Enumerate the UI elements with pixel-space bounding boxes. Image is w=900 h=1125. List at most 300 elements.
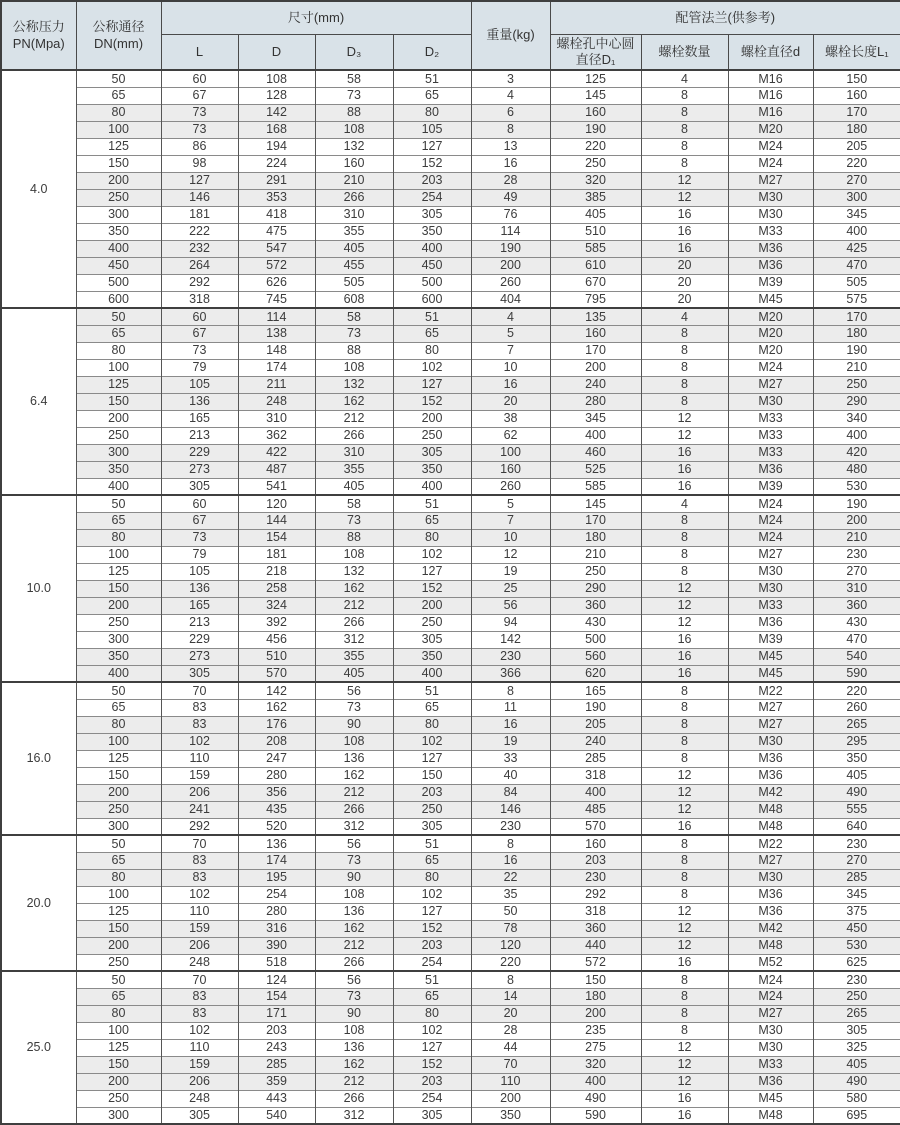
table-row (1, 240, 900, 257)
cell-weight_kg: 78 (471, 920, 550, 937)
cell-bolt_length_L1: 425 (813, 240, 900, 257)
cell-D2: 102 (393, 359, 471, 376)
cell-L: 110 (161, 1039, 238, 1056)
cell-D: 487 (238, 461, 315, 478)
table-row (1, 1073, 900, 1090)
cell-D: 138 (238, 325, 315, 342)
table-row (1, 427, 900, 444)
cell-D2: 203 (393, 172, 471, 189)
cell-D3: 310 (315, 444, 393, 461)
cell-D: 243 (238, 1039, 315, 1056)
cell-bolt_diameter_d: M36 (728, 750, 813, 767)
cell-D2: 80 (393, 1005, 471, 1022)
pressure-group-cell: 25.0 (1, 971, 76, 1124)
cell-bolt_count: 12 (641, 1039, 728, 1056)
cell-weight_kg: 8 (471, 971, 550, 988)
cell-bolt_length_L1: 200 (813, 512, 900, 529)
cell-D1: 180 (550, 529, 641, 546)
cell-weight_kg: 76 (471, 206, 550, 223)
cell-D2: 65 (393, 87, 471, 104)
cell-D1: 590 (550, 1107, 641, 1124)
cell-D3: 266 (315, 427, 393, 444)
cell-D1: 250 (550, 155, 641, 172)
cell-bolt_diameter_d: M36 (728, 461, 813, 478)
cell-bolt_length_L1: 505 (813, 274, 900, 291)
cell-D3: 73 (315, 988, 393, 1005)
cell-D2: 105 (393, 121, 471, 138)
cell-D1: 510 (550, 223, 641, 240)
cell-D1: 610 (550, 257, 641, 274)
cell-D1: 170 (550, 512, 641, 529)
cell-D1: 460 (550, 444, 641, 461)
cell-bolt_diameter_d: M33 (728, 597, 813, 614)
header-size-D2: D₂ (393, 34, 471, 70)
cell-D: 211 (238, 376, 315, 393)
cell-bolt_count: 8 (641, 869, 728, 886)
cell-bolt_count: 8 (641, 750, 728, 767)
cell-weight_kg: 404 (471, 291, 550, 308)
cell-bolt_count: 12 (641, 172, 728, 189)
cell-bolt_count: 12 (641, 920, 728, 937)
cell-DN: 300 (76, 631, 161, 648)
cell-weight_kg: 114 (471, 223, 550, 240)
cell-D2: 152 (393, 1056, 471, 1073)
cell-D: 362 (238, 427, 315, 444)
cell-weight_kg: 49 (471, 189, 550, 206)
table-row (1, 546, 900, 563)
table-row (1, 291, 900, 308)
cell-bolt_count: 12 (641, 937, 728, 954)
cell-bolt_length_L1: 350 (813, 750, 900, 767)
cell-bolt_length_L1: 640 (813, 818, 900, 835)
table-row (1, 852, 900, 869)
cell-D3: 312 (315, 631, 393, 648)
cell-weight_kg: 220 (471, 954, 550, 971)
cell-D: 174 (238, 852, 315, 869)
cell-bolt_diameter_d: M24 (728, 512, 813, 529)
cell-weight_kg: 13 (471, 138, 550, 155)
cell-weight_kg: 5 (471, 325, 550, 342)
cell-bolt_count: 12 (641, 580, 728, 597)
cell-D3: 136 (315, 750, 393, 767)
cell-DN: 125 (76, 563, 161, 580)
cell-D: 128 (238, 87, 315, 104)
cell-DN: 400 (76, 665, 161, 682)
cell-bolt_diameter_d: M33 (728, 223, 813, 240)
cell-D2: 127 (393, 138, 471, 155)
cell-DN: 250 (76, 427, 161, 444)
cell-DN: 300 (76, 444, 161, 461)
cell-bolt_length_L1: 430 (813, 614, 900, 631)
cell-D1: 360 (550, 920, 641, 937)
header-weight: 重量(kg) (471, 1, 550, 70)
cell-weight_kg: 10 (471, 529, 550, 546)
cell-weight_kg: 350 (471, 1107, 550, 1124)
table-row (1, 1107, 900, 1124)
cell-D1: 235 (550, 1022, 641, 1039)
table-row (1, 699, 900, 716)
cell-L: 60 (161, 308, 238, 325)
cell-D3: 212 (315, 784, 393, 801)
table-row (1, 138, 900, 155)
cell-bolt_length_L1: 210 (813, 529, 900, 546)
cell-D: 194 (238, 138, 315, 155)
cell-bolt_length_L1: 290 (813, 393, 900, 410)
cell-D2: 65 (393, 512, 471, 529)
cell-D2: 500 (393, 274, 471, 291)
cell-bolt_diameter_d: M20 (728, 325, 813, 342)
table-row (1, 189, 900, 206)
cell-weight_kg: 3 (471, 70, 550, 87)
cell-D1: 795 (550, 291, 641, 308)
cell-bolt_diameter_d: M52 (728, 954, 813, 971)
cell-bolt_diameter_d: M30 (728, 206, 813, 223)
cell-weight_kg: 16 (471, 155, 550, 172)
cell-bolt_count: 12 (641, 410, 728, 427)
cell-D2: 250 (393, 427, 471, 444)
cell-L: 159 (161, 1056, 238, 1073)
cell-D1: 200 (550, 1005, 641, 1022)
cell-DN: 200 (76, 172, 161, 189)
cell-bolt_length_L1: 230 (813, 546, 900, 563)
cell-weight_kg: 25 (471, 580, 550, 597)
cell-D: 224 (238, 155, 315, 172)
cell-D1: 400 (550, 427, 641, 444)
table-row (1, 818, 900, 835)
cell-bolt_diameter_d: M20 (728, 342, 813, 359)
cell-DN: 150 (76, 580, 161, 597)
cell-bolt_count: 8 (641, 988, 728, 1005)
cell-DN: 100 (76, 1022, 161, 1039)
cell-weight_kg: 94 (471, 614, 550, 631)
cell-bolt_diameter_d: M45 (728, 291, 813, 308)
table-row (1, 461, 900, 478)
cell-bolt_length_L1: 480 (813, 461, 900, 478)
cell-D: 218 (238, 563, 315, 580)
cell-bolt_diameter_d: M42 (728, 920, 813, 937)
cell-DN: 50 (76, 971, 161, 988)
cell-D2: 80 (393, 529, 471, 546)
cell-D1: 585 (550, 478, 641, 495)
cell-bolt_count: 12 (641, 597, 728, 614)
cell-L: 292 (161, 818, 238, 835)
cell-D: 108 (238, 70, 315, 87)
cell-bolt_count: 8 (641, 512, 728, 529)
cell-L: 248 (161, 954, 238, 971)
cell-bolt_length_L1: 170 (813, 308, 900, 325)
cell-bolt_diameter_d: M16 (728, 104, 813, 121)
cell-weight_kg: 160 (471, 461, 550, 478)
cell-D1: 200 (550, 359, 641, 376)
cell-D3: 162 (315, 920, 393, 937)
cell-bolt_length_L1: 695 (813, 1107, 900, 1124)
cell-D2: 127 (393, 750, 471, 767)
cell-D3: 88 (315, 342, 393, 359)
cell-DN: 100 (76, 546, 161, 563)
table-row (1, 886, 900, 903)
cell-L: 60 (161, 495, 238, 512)
cell-bolt_diameter_d: M27 (728, 716, 813, 733)
cell-bolt_length_L1: 300 (813, 189, 900, 206)
cell-D3: 90 (315, 1005, 393, 1022)
table-row (1, 121, 900, 138)
cell-D3: 355 (315, 223, 393, 240)
cell-D2: 102 (393, 1022, 471, 1039)
cell-weight_kg: 142 (471, 631, 550, 648)
cell-weight_kg: 260 (471, 478, 550, 495)
cell-DN: 200 (76, 784, 161, 801)
cell-bolt_count: 12 (641, 427, 728, 444)
cell-D1: 205 (550, 716, 641, 733)
cell-D2: 350 (393, 223, 471, 240)
cell-D3: 108 (315, 733, 393, 750)
cell-L: 181 (161, 206, 238, 223)
cell-DN: 350 (76, 223, 161, 240)
cell-DN: 50 (76, 495, 161, 512)
cell-D2: 127 (393, 1039, 471, 1056)
cell-bolt_length_L1: 230 (813, 971, 900, 988)
header-nominal-pressure-line1: 公称压力 (12, 19, 65, 35)
cell-bolt_diameter_d: M24 (728, 988, 813, 1005)
cell-D1: 275 (550, 1039, 641, 1056)
cell-weight_kg: 28 (471, 172, 550, 189)
pressure-group-cell: 20.0 (1, 835, 76, 971)
cell-bolt_diameter_d: M27 (728, 699, 813, 716)
cell-DN: 125 (76, 1039, 161, 1056)
cell-bolt_count: 12 (641, 614, 728, 631)
cell-bolt_diameter_d: M33 (728, 1056, 813, 1073)
cell-bolt_length_L1: 490 (813, 1073, 900, 1090)
cell-D1: 285 (550, 750, 641, 767)
cell-D: 518 (238, 954, 315, 971)
cell-bolt_length_L1: 400 (813, 223, 900, 240)
cell-weight_kg: 260 (471, 274, 550, 291)
table-row (1, 1090, 900, 1107)
cell-bolt_diameter_d: M42 (728, 784, 813, 801)
cell-L: 105 (161, 376, 238, 393)
cell-bolt_length_L1: 375 (813, 903, 900, 920)
cell-weight_kg: 16 (471, 376, 550, 393)
cell-D1: 405 (550, 206, 641, 223)
cell-bolt_length_L1: 190 (813, 495, 900, 512)
cell-D: 248 (238, 393, 315, 410)
cell-bolt_count: 8 (641, 852, 728, 869)
cell-bolt_length_L1: 260 (813, 699, 900, 716)
cell-D: 162 (238, 699, 315, 716)
cell-D1: 125 (550, 70, 641, 87)
cell-L: 318 (161, 291, 238, 308)
cell-D1: 345 (550, 410, 641, 427)
cell-D1: 180 (550, 988, 641, 1005)
cell-D2: 203 (393, 1073, 471, 1090)
table-row (1, 631, 900, 648)
cell-bolt_diameter_d: M39 (728, 631, 813, 648)
cell-weight_kg: 7 (471, 342, 550, 359)
cell-DN: 125 (76, 750, 161, 767)
cell-DN: 65 (76, 852, 161, 869)
header-size-L: L (161, 34, 238, 70)
cell-weight_kg: 84 (471, 784, 550, 801)
cell-D: 176 (238, 716, 315, 733)
table-row (1, 920, 900, 937)
table-row (1, 767, 900, 784)
cell-L: 136 (161, 393, 238, 410)
cell-bolt_count: 16 (641, 954, 728, 971)
cell-D2: 200 (393, 410, 471, 427)
cell-D: 745 (238, 291, 315, 308)
cell-D1: 240 (550, 376, 641, 393)
cell-D3: 88 (315, 104, 393, 121)
cell-bolt_count: 8 (641, 699, 728, 716)
cell-D3: 405 (315, 478, 393, 495)
cell-bolt_length_L1: 625 (813, 954, 900, 971)
cell-D: 120 (238, 495, 315, 512)
cell-bolt_length_L1: 360 (813, 597, 900, 614)
cell-bolt_diameter_d: M16 (728, 70, 813, 87)
cell-L: 102 (161, 733, 238, 750)
cell-D: 520 (238, 818, 315, 835)
cell-D1: 585 (550, 240, 641, 257)
cell-weight_kg: 38 (471, 410, 550, 427)
cell-L: 98 (161, 155, 238, 172)
table-row (1, 512, 900, 529)
cell-bolt_count: 8 (641, 138, 728, 155)
cell-D3: 58 (315, 70, 393, 87)
cell-bolt_length_L1: 270 (813, 563, 900, 580)
cell-bolt_diameter_d: M24 (728, 971, 813, 988)
cell-D3: 312 (315, 1107, 393, 1124)
cell-L: 83 (161, 852, 238, 869)
cell-weight_kg: 20 (471, 393, 550, 410)
cell-D2: 80 (393, 342, 471, 359)
cell-D3: 162 (315, 580, 393, 597)
pressure-group-cell: 10.0 (1, 495, 76, 682)
cell-bolt_length_L1: 205 (813, 138, 900, 155)
cell-D2: 65 (393, 699, 471, 716)
cell-bolt_count: 8 (641, 1005, 728, 1022)
cell-bolt_diameter_d: M48 (728, 1107, 813, 1124)
cell-weight_kg: 14 (471, 988, 550, 1005)
cell-D2: 80 (393, 869, 471, 886)
table-row (1, 801, 900, 818)
header-size-D3: D₃ (315, 34, 393, 70)
table-row (1, 529, 900, 546)
cell-bolt_count: 12 (641, 1073, 728, 1090)
cell-D3: 73 (315, 852, 393, 869)
cell-D2: 450 (393, 257, 471, 274)
cell-D2: 65 (393, 852, 471, 869)
cell-D1: 485 (550, 801, 641, 818)
table-row (1, 784, 900, 801)
header-bolt-diameter: 螺栓直径d (728, 34, 813, 70)
cell-bolt_length_L1: 555 (813, 801, 900, 818)
cell-bolt_count: 16 (641, 648, 728, 665)
table-body (1, 70, 900, 1124)
cell-bolt_length_L1: 530 (813, 478, 900, 495)
cell-bolt_diameter_d: M27 (728, 1005, 813, 1022)
table-header (1, 1, 900, 70)
cell-D3: 355 (315, 648, 393, 665)
cell-bolt_diameter_d: M16 (728, 87, 813, 104)
cell-L: 110 (161, 903, 238, 920)
table-row (1, 495, 900, 512)
cell-DN: 300 (76, 206, 161, 223)
cell-D2: 65 (393, 988, 471, 1005)
cell-bolt_length_L1: 270 (813, 172, 900, 189)
cell-bolt_diameter_d: M36 (728, 614, 813, 631)
cell-D3: 266 (315, 189, 393, 206)
cell-L: 67 (161, 512, 238, 529)
cell-D3: 160 (315, 155, 393, 172)
cell-bolt_length_L1: 170 (813, 104, 900, 121)
cell-weight_kg: 4 (471, 87, 550, 104)
cell-weight_kg: 200 (471, 1090, 550, 1107)
cell-D: 540 (238, 1107, 315, 1124)
cell-L: 86 (161, 138, 238, 155)
cell-L: 127 (161, 172, 238, 189)
cell-D2: 305 (393, 631, 471, 648)
cell-D1: 572 (550, 954, 641, 971)
cell-DN: 65 (76, 988, 161, 1005)
cell-bolt_length_L1: 150 (813, 70, 900, 87)
cell-L: 292 (161, 274, 238, 291)
cell-D2: 400 (393, 478, 471, 495)
cell-weight_kg: 44 (471, 1039, 550, 1056)
table-row (1, 954, 900, 971)
cell-D3: 108 (315, 1022, 393, 1039)
cell-D2: 127 (393, 563, 471, 580)
cell-DN: 125 (76, 903, 161, 920)
cell-bolt_length_L1: 270 (813, 852, 900, 869)
cell-D1: 145 (550, 495, 641, 512)
cell-bolt_length_L1: 575 (813, 291, 900, 308)
cell-D: 280 (238, 767, 315, 784)
cell-D1: 360 (550, 597, 641, 614)
cell-bolt_length_L1: 490 (813, 784, 900, 801)
cell-L: 206 (161, 937, 238, 954)
table-row (1, 903, 900, 920)
cell-D3: 355 (315, 461, 393, 478)
cell-bolt_count: 20 (641, 291, 728, 308)
cell-D: 124 (238, 971, 315, 988)
table-row (1, 444, 900, 461)
cell-bolt_count: 16 (641, 240, 728, 257)
cell-D2: 80 (393, 104, 471, 121)
cell-bolt_diameter_d: M30 (728, 869, 813, 886)
cell-D3: 73 (315, 699, 393, 716)
pressure-group-cell: 4.0 (1, 70, 76, 308)
cell-D: 390 (238, 937, 315, 954)
cell-D: 142 (238, 104, 315, 121)
cell-D2: 254 (393, 1090, 471, 1107)
table-row (1, 410, 900, 427)
table-row (1, 716, 900, 733)
cell-bolt_count: 8 (641, 563, 728, 580)
cell-D3: 212 (315, 410, 393, 427)
cell-D1: 150 (550, 971, 641, 988)
cell-D1: 320 (550, 172, 641, 189)
cell-L: 73 (161, 104, 238, 121)
cell-D2: 65 (393, 325, 471, 342)
cell-D: 174 (238, 359, 315, 376)
cell-bolt_count: 16 (641, 444, 728, 461)
cell-D: 136 (238, 835, 315, 852)
table-row (1, 1005, 900, 1022)
cell-D: 114 (238, 308, 315, 325)
table-row (1, 172, 900, 189)
cell-DN: 150 (76, 767, 161, 784)
cell-bolt_length_L1: 190 (813, 342, 900, 359)
